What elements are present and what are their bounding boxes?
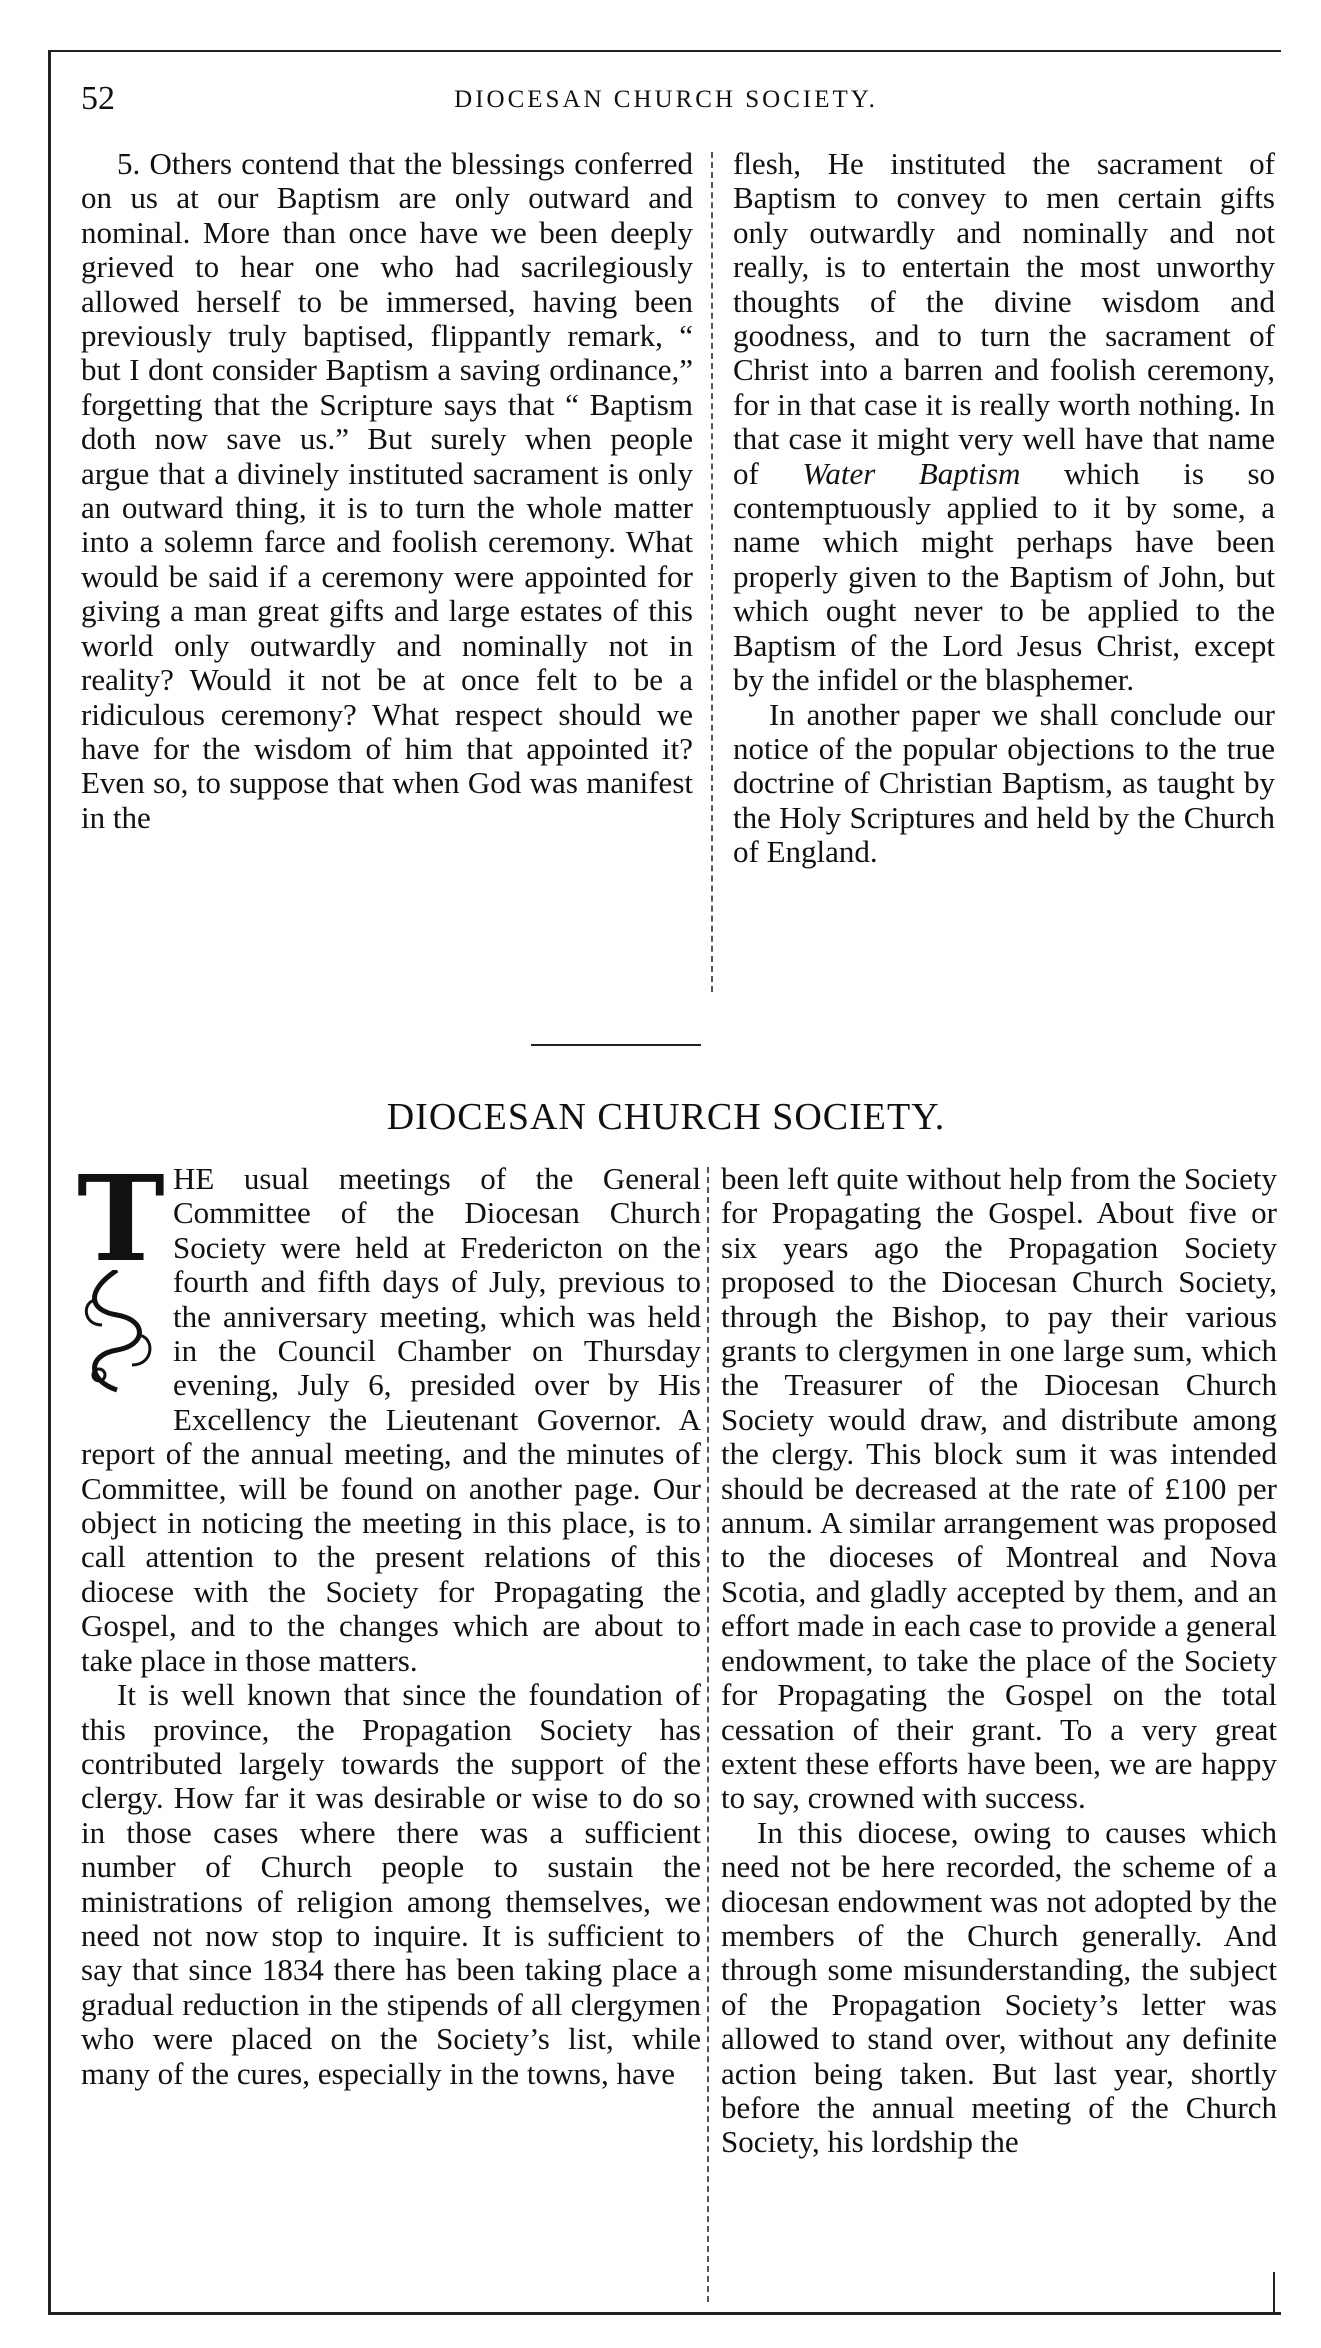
drop-cap-letter: T xyxy=(77,1149,165,1288)
top-article-closing-paragraph: In another paper we shall conclude our notice of the popular objections to the true doctrine of Christian Baptism, as taught by the Holy Scriptures and held by the Church of England. xyxy=(733,696,1275,870)
bottom-article-left-column xyxy=(77,1149,701,2091)
bottom-article-right-column xyxy=(721,1162,1277,2160)
bottom-article-paragraph-2: It is well known that since the foundation of this province, the Propagation Society has contributed largely towards the support of the clergy. How far it was desirable or wise to do so in those cases where there was a sufficient number of Church people to sustain the ministrations of religion among themselves, we need not now stop to inquire. It is sufficient to say that since 1834 there has been taking place a gradual reduction in the stipends of all clergymen who were placed on the Society’s list, while many of the cures, especially in the towns, have xyxy=(81,1677,701,2091)
section-separator-rule xyxy=(531,1044,701,1046)
running-title: DIOCESAN CHURCH SOCIETY. xyxy=(454,86,878,113)
flourish-ornament-icon xyxy=(77,1270,157,1400)
top-article-continuation xyxy=(733,147,1275,698)
section-title: DIOCESAN CHURCH SOCIETY. xyxy=(386,1096,946,1138)
continuation-text-part2: which is so contemptuously applied to it by some, a name which might perhaps have been properly given to the Baptism of John, but which ought never to be applied to the Baptism of the Lord Jesus Christ, except by the infidel or the blasphemer. xyxy=(733,455,1276,698)
page-header xyxy=(51,70,1281,140)
continuation-text-part1: flesh, He instituted the sacrament of Baptism to convey to men certain gifts only outwardly and nominally and not really, is to entertain the most unworthy thoughts of the divine wisdom and goodness, and to turn the sacrament of Christ into a barren and foolish ceremony, for in that case it is really worth nothing. In that case it might very well have that name of xyxy=(733,146,1275,491)
top-article-left-column xyxy=(81,147,693,835)
document-page xyxy=(48,50,1281,2315)
page-number: 52 xyxy=(81,80,115,117)
top-article-paragraph-5: 5. Others contend that the blessings conferred on us at our Baptism are only outward and nominal. More than once have we been deeply grieved to hear one who had sacrilegiously allowed herself to be immersed, having been previously truly baptised, flippantly remark, “ but I dont consider Baptism a saving ordinance,” forgetting that the Scripture says that “ Baptism doth now save us.” But surely when people argue that a divinely instituted sacrament is only an outward thing, it is to turn the whole matter into a solemn farce and foolish ceremony. What would be said if a ceremony were appointed for giving a man great gifts and large estates of this world only outwardly and nominally not in reality? Would it not be at once felt to be a ridiculous ceremony? What respect should we have for the wisdom of him that appointed it? Even so, to suppose that when God was manifest in the xyxy=(81,146,693,835)
column-divider-top xyxy=(711,152,713,992)
water-baptism-italic: Water Baptism xyxy=(802,455,1021,491)
column-divider-bottom xyxy=(707,1167,709,2302)
bottom-article-paragraph-1: HE usual meetings of the General Committee of the Diocesan Church Society were held at Fredericton on the fourth and fifth days of July, previous to the anniversary meeting, which was held in the Council Chamber on Thursday evening, July 6, presided over by His Excellency the Lieutenant Governor. A report of the annual meeting, and the minutes of Committee, will be found on another page. Our object in noticing the meeting in this place, is to call attention to the present relations of this diocese with the Society for Propagating the Gospel, and to the changes which are about to take place in those matters. xyxy=(81,1161,701,1678)
bottom-article-paragraph-3: been left quite without help from the Society for Propagating the Gospel. About five or six years ago the Propagation Society proposed to the Diocesan Church Society, through the Bishop, to pay their various grants to clergymen in one large sum, which the Treasurer of the Diocesan Church Society would draw, and distribute among the clergy. This block sum it was intended should be decreased at the rate of £100 per annum. A similar arrangement was proposed to the dioceses of Montreal and Nova Scotia, and gladly accepted by them, and an effort made in each case to provide a general endowment, to take the place of the Society for Propagating the Gospel on the total cessation of their grant. To a very great extent these efforts have been, we are happy to say, crowned with success. xyxy=(721,1161,1277,1816)
ornamental-drop-cap xyxy=(77,1149,165,1406)
top-article-right-column xyxy=(733,147,1275,870)
page-end-rule xyxy=(1273,2272,1275,2312)
bottom-article-paragraph-4: In this diocese, owing to causes which need not be here recorded, the scheme of a diocesan endowment was not adopted by the members of the Church generally. And through some misunderstanding, the subject of the Propagation Society’s letter was allowed to stand over, without any definite action being taken. But last year, shortly before the annual meeting of the Church Society, his lordship the xyxy=(721,1814,1277,2160)
